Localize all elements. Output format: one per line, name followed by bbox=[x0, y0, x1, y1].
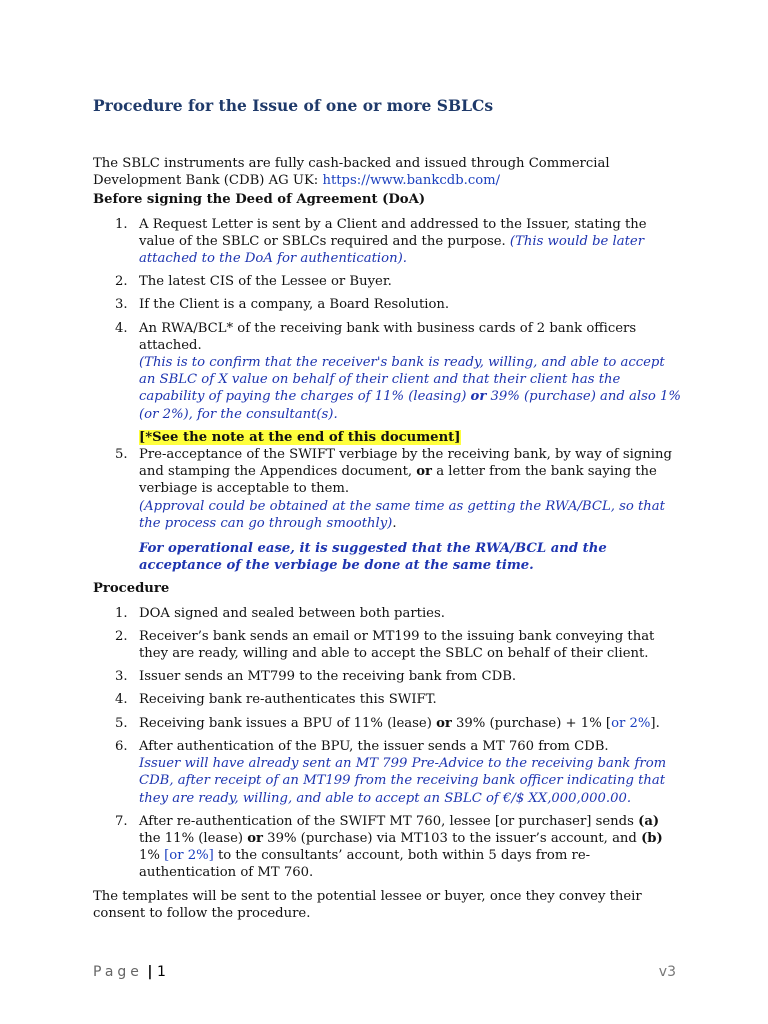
item-text: 39% (purchase) + 1% [ bbox=[451, 715, 612, 731]
item-text: If the Client is a company, a Board Resolution. bbox=[139, 297, 450, 313]
list-item bbox=[93, 691, 683, 708]
item-note-or: or bbox=[470, 389, 487, 405]
version-label: v3 bbox=[658, 964, 676, 980]
item-text-or: or bbox=[416, 464, 433, 480]
item-number: 5. bbox=[115, 447, 128, 463]
item-number: 4. bbox=[115, 692, 128, 708]
document-page bbox=[93, 96, 683, 922]
item-text: An RWA/BCL* of the receiving bank with business cards of 2 bank officers attached. bbox=[139, 320, 637, 353]
page-footer bbox=[93, 964, 676, 980]
list-item bbox=[93, 715, 683, 732]
item-text-bold: (a) bbox=[638, 813, 660, 829]
list-item bbox=[93, 320, 683, 446]
item-text: to the consultants’ account, both within 5 days from re-authentication of MT 760. bbox=[139, 848, 591, 881]
document-title: Procedure for the Issue of one or more SBLCs bbox=[93, 96, 494, 115]
item-note-tail: . bbox=[402, 251, 407, 267]
list-item bbox=[93, 628, 683, 662]
operational-note: For operational ease, it is suggested that the RWA/BCL and the acceptance of the verbiage be done at the same time. bbox=[139, 541, 607, 574]
item-text: After re-authentication of the SWIFT MT 760, lessee [or purchaser] sends bbox=[139, 813, 639, 829]
heading-part: ) bbox=[418, 192, 426, 208]
highlight-row bbox=[139, 429, 683, 446]
list-item bbox=[93, 813, 683, 882]
item-note: (This would be later attached to the DoA for authentication) bbox=[139, 233, 645, 267]
item-note: (This is to confirm that the receiver's bank is ready, willing, and able to accept an SBLC of X value on behalf of their client and that their client has the capability of paying the charges of 11% (leasing) bbox=[139, 355, 665, 405]
item-note: Issuer will have already sent an MT 799 Pre-Advice to the receiving bank from CDB, after receipt of an MT199 from the receiving bank officer indicating that they are ready, willing, and able to accept an SBLC of €/$ XX,000,000.00. bbox=[139, 756, 667, 806]
list-item bbox=[93, 273, 683, 290]
page-label: Page bbox=[93, 964, 143, 980]
list-item bbox=[93, 738, 683, 807]
item-note: 39% (purchase) and also 1% (or 2%), for the consultant(s). bbox=[139, 389, 681, 422]
item-text: A Request Letter is sent by a Client and addressed to the Issuer, stating the value of the SBLC or SBLCs required and the purpose. bbox=[139, 216, 647, 249]
item-text-blue: or 2% bbox=[611, 715, 651, 731]
item-text-or: or bbox=[436, 715, 452, 731]
item-text: Pre-acceptance of the SWIFT verbiage by the receiving bank, by way of signing and stamping the Appendices document, bbox=[139, 447, 672, 480]
section-heading-before-signing bbox=[93, 191, 683, 208]
list-item bbox=[93, 296, 683, 313]
item-text: the 11% (lease) bbox=[139, 830, 248, 846]
item-text: Receiving bank re-authenticates this SWIFT. bbox=[139, 692, 437, 708]
heading-part: DoA bbox=[388, 192, 419, 208]
item-note-tail: . bbox=[392, 515, 397, 531]
item-text: DOA signed and sealed between both parties. bbox=[139, 605, 445, 621]
item-number: 3. bbox=[115, 297, 128, 313]
item-text: The latest CIS of the Lessee or Buyer. bbox=[139, 274, 392, 290]
item-text-bold: (b) bbox=[641, 830, 663, 846]
bank-link[interactable]: https://www.bankcdb.com/ bbox=[322, 173, 501, 189]
item-text-blue: [or 2%] bbox=[164, 848, 214, 864]
list-item bbox=[93, 446, 683, 574]
intro-paragraph bbox=[93, 155, 683, 189]
item-number: 2. bbox=[115, 274, 128, 290]
closing-paragraph: The templates will be sent to the potential lessee or buyer, once they convey their consent to follow the procedure. bbox=[93, 888, 642, 921]
procedure-list bbox=[93, 605, 683, 882]
list-item bbox=[93, 668, 683, 685]
before-signing-list bbox=[93, 216, 683, 575]
item-number: 1. bbox=[115, 216, 128, 232]
section-heading-procedure: Procedure bbox=[93, 581, 170, 597]
item-text: a letter from the bank saying the verbiage is acceptable to them. bbox=[139, 464, 657, 497]
item-text: Receiver’s bank sends an email or MT199 to the issuing bank conveying that they are ready, willing and able to accept the SBLC on behalf of their client. bbox=[139, 628, 655, 662]
heading-part: Before signing the Deed of Agreement ( bbox=[93, 192, 389, 208]
page-number: 1 bbox=[156, 964, 166, 980]
highlighted-note: [*See the note at the end of this document] bbox=[139, 429, 461, 445]
item-number: 7. bbox=[115, 813, 128, 829]
item-text: 39% (purchase) via MT103 to the issuer’s account, and bbox=[262, 830, 642, 846]
item-number: 5. bbox=[115, 715, 128, 731]
item-note: (Approval could be obtained at the same time as getting the RWA/BCL, so that the process can go through smoothly) bbox=[139, 498, 665, 531]
item-number: 4. bbox=[115, 320, 128, 336]
item-text: After authentication of the BPU, the issuer sends a MT 760 from CDB. bbox=[139, 738, 609, 754]
item-text: 1% bbox=[139, 848, 165, 864]
item-text: Issuer sends an MT799 to the receiving bank from CDB. bbox=[139, 669, 517, 685]
item-text: Receiving bank issues a BPU of 11% (lease) bbox=[139, 715, 437, 731]
list-item bbox=[93, 605, 683, 622]
item-number: 1. bbox=[115, 605, 128, 621]
item-text-bold: or bbox=[247, 830, 263, 846]
item-number: 2. bbox=[115, 628, 128, 644]
item-text: ]. bbox=[650, 715, 660, 731]
list-item bbox=[93, 216, 683, 268]
footer-separator: | bbox=[147, 964, 153, 980]
item-number: 6. bbox=[115, 738, 128, 754]
item-number: 3. bbox=[115, 669, 128, 685]
intro-text: The SBLC instruments are fully cash-backed and issued through Commercial Development Bank (CDB) AG UK: bbox=[93, 156, 610, 189]
